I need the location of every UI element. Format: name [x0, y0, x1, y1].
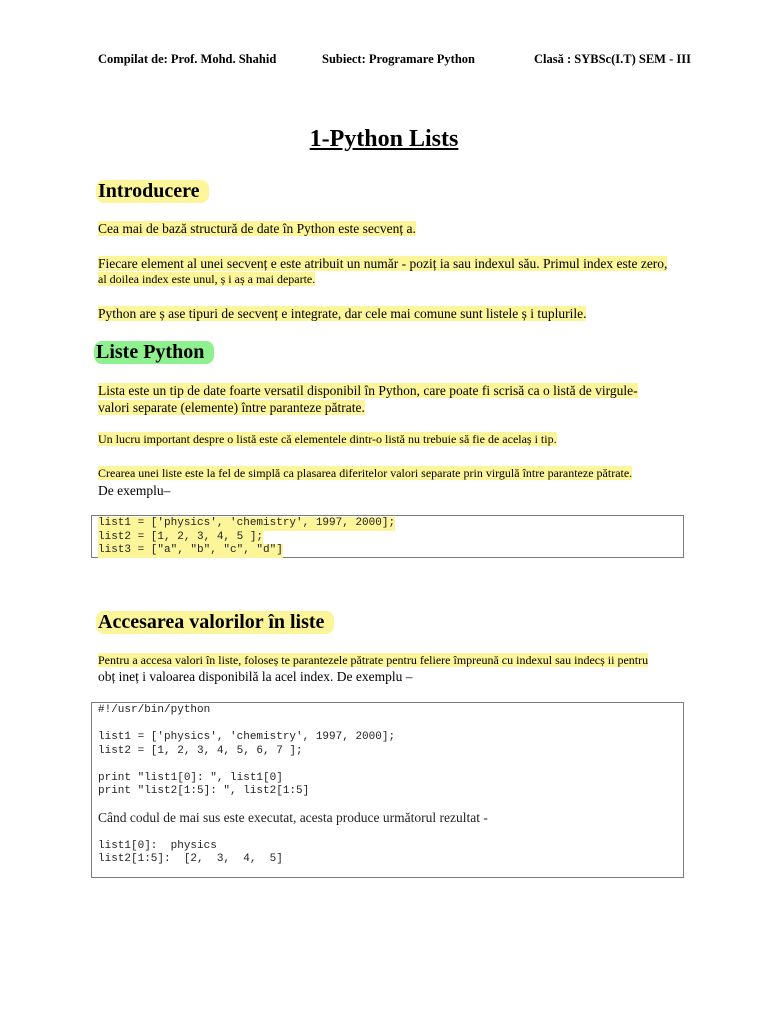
code-line — [98, 758, 677, 772]
result-description: Când codul de mai sus este executat, acesta produce următorul rezultat - — [98, 809, 488, 825]
code-block-list-creation — [91, 515, 684, 558]
lists-paragraph-1-line-2: valori separate (elemente) între paranteze pătrate. — [98, 400, 365, 415]
code-line: print "list1[0]: ", list1[0] — [98, 771, 283, 784]
code-line: print "list2[1:5]: ", list2[1:5] — [98, 785, 310, 797]
code-line: list2 = [1, 2, 3, 4, 5 ]; — [98, 530, 264, 543]
access-paragraph-line-2: obț ineț i valoarea disponibilă la acel index. De exemplu – — [98, 669, 413, 684]
code-block-access-example — [91, 702, 684, 878]
code-line — [98, 718, 677, 732]
lists-paragraph-2: Un lucru important despre o listă este că elementele dintr-o listă nu trebuie să fie de acelaș i tip. — [98, 432, 557, 446]
intro-paragraph-1: Cea mai de bază structură de date în Python este secvenț a. — [98, 221, 416, 236]
code-line: list2 = [1, 2, 3, 4, 5, 6, 7 ]; — [98, 744, 303, 757]
header-class: Clasă : SYBSc(I.T) SEM - III — [534, 52, 691, 66]
access-paragraph-line-1: Pentru a accesa valori în liste, foloseș te parantezele pătrate pentru feliere împreună cu indexul sau indecș ii pentru — [98, 653, 649, 667]
header-compiled-by: Compilat de: Prof. Mohd. Shahid — [98, 52, 277, 66]
lists-paragraph-3: Crearea unei liste este la fel de simplă ca plasarea diferitelor valori separate prin virgulă între paranteze pătrate. — [98, 466, 633, 480]
lists-paragraph-1-line-1: Lista este un tip de date foarte versatil disponibil în Python, care poate fi scrisă ca o listă de virgule- — [98, 383, 638, 398]
code-line: list3 = ["a", "b", "c", "d"] — [98, 544, 283, 556]
code-line: #!/usr/bin/python — [98, 704, 211, 716]
code-spacer — [98, 799, 677, 809]
intro-paragraph-2-line-2: al doilea index este unul, ș i aș a mai departe. — [98, 272, 316, 286]
section-heading-accesarea-valorilor: Accesarea valorilor în liste — [96, 611, 334, 634]
code-spacer — [98, 827, 677, 840]
intro-paragraph-2-line-1: Fiecare element al unei secvenț e este atribuit un număr - poziț ia sau indexul său. Primul index este zero, — [98, 256, 668, 271]
example-label: De exemplu– — [98, 483, 171, 498]
page-title: 1-Python Lists — [309, 126, 459, 152]
code-line: list1 = ['physics', 'chemistry', 1997, 2000]; — [98, 731, 396, 743]
output-line: list1[0]: physics — [98, 839, 217, 852]
section-heading-liste-python: Liste Python — [94, 341, 214, 364]
intro-paragraph-3: Python are ș ase tipuri de secvenț e integrate, dar cele mai comune sunt listele ș i tuplurile. — [98, 306, 587, 321]
section-heading-introducere: Introducere — [96, 180, 209, 203]
code-line: list1 = ['physics', 'chemistry', 1997, 2000]; — [98, 517, 396, 529]
header-subject: Subiect: Programare Python — [322, 52, 475, 66]
output-line: list2[1:5]: [2, 3, 4, 5] — [98, 853, 283, 865]
